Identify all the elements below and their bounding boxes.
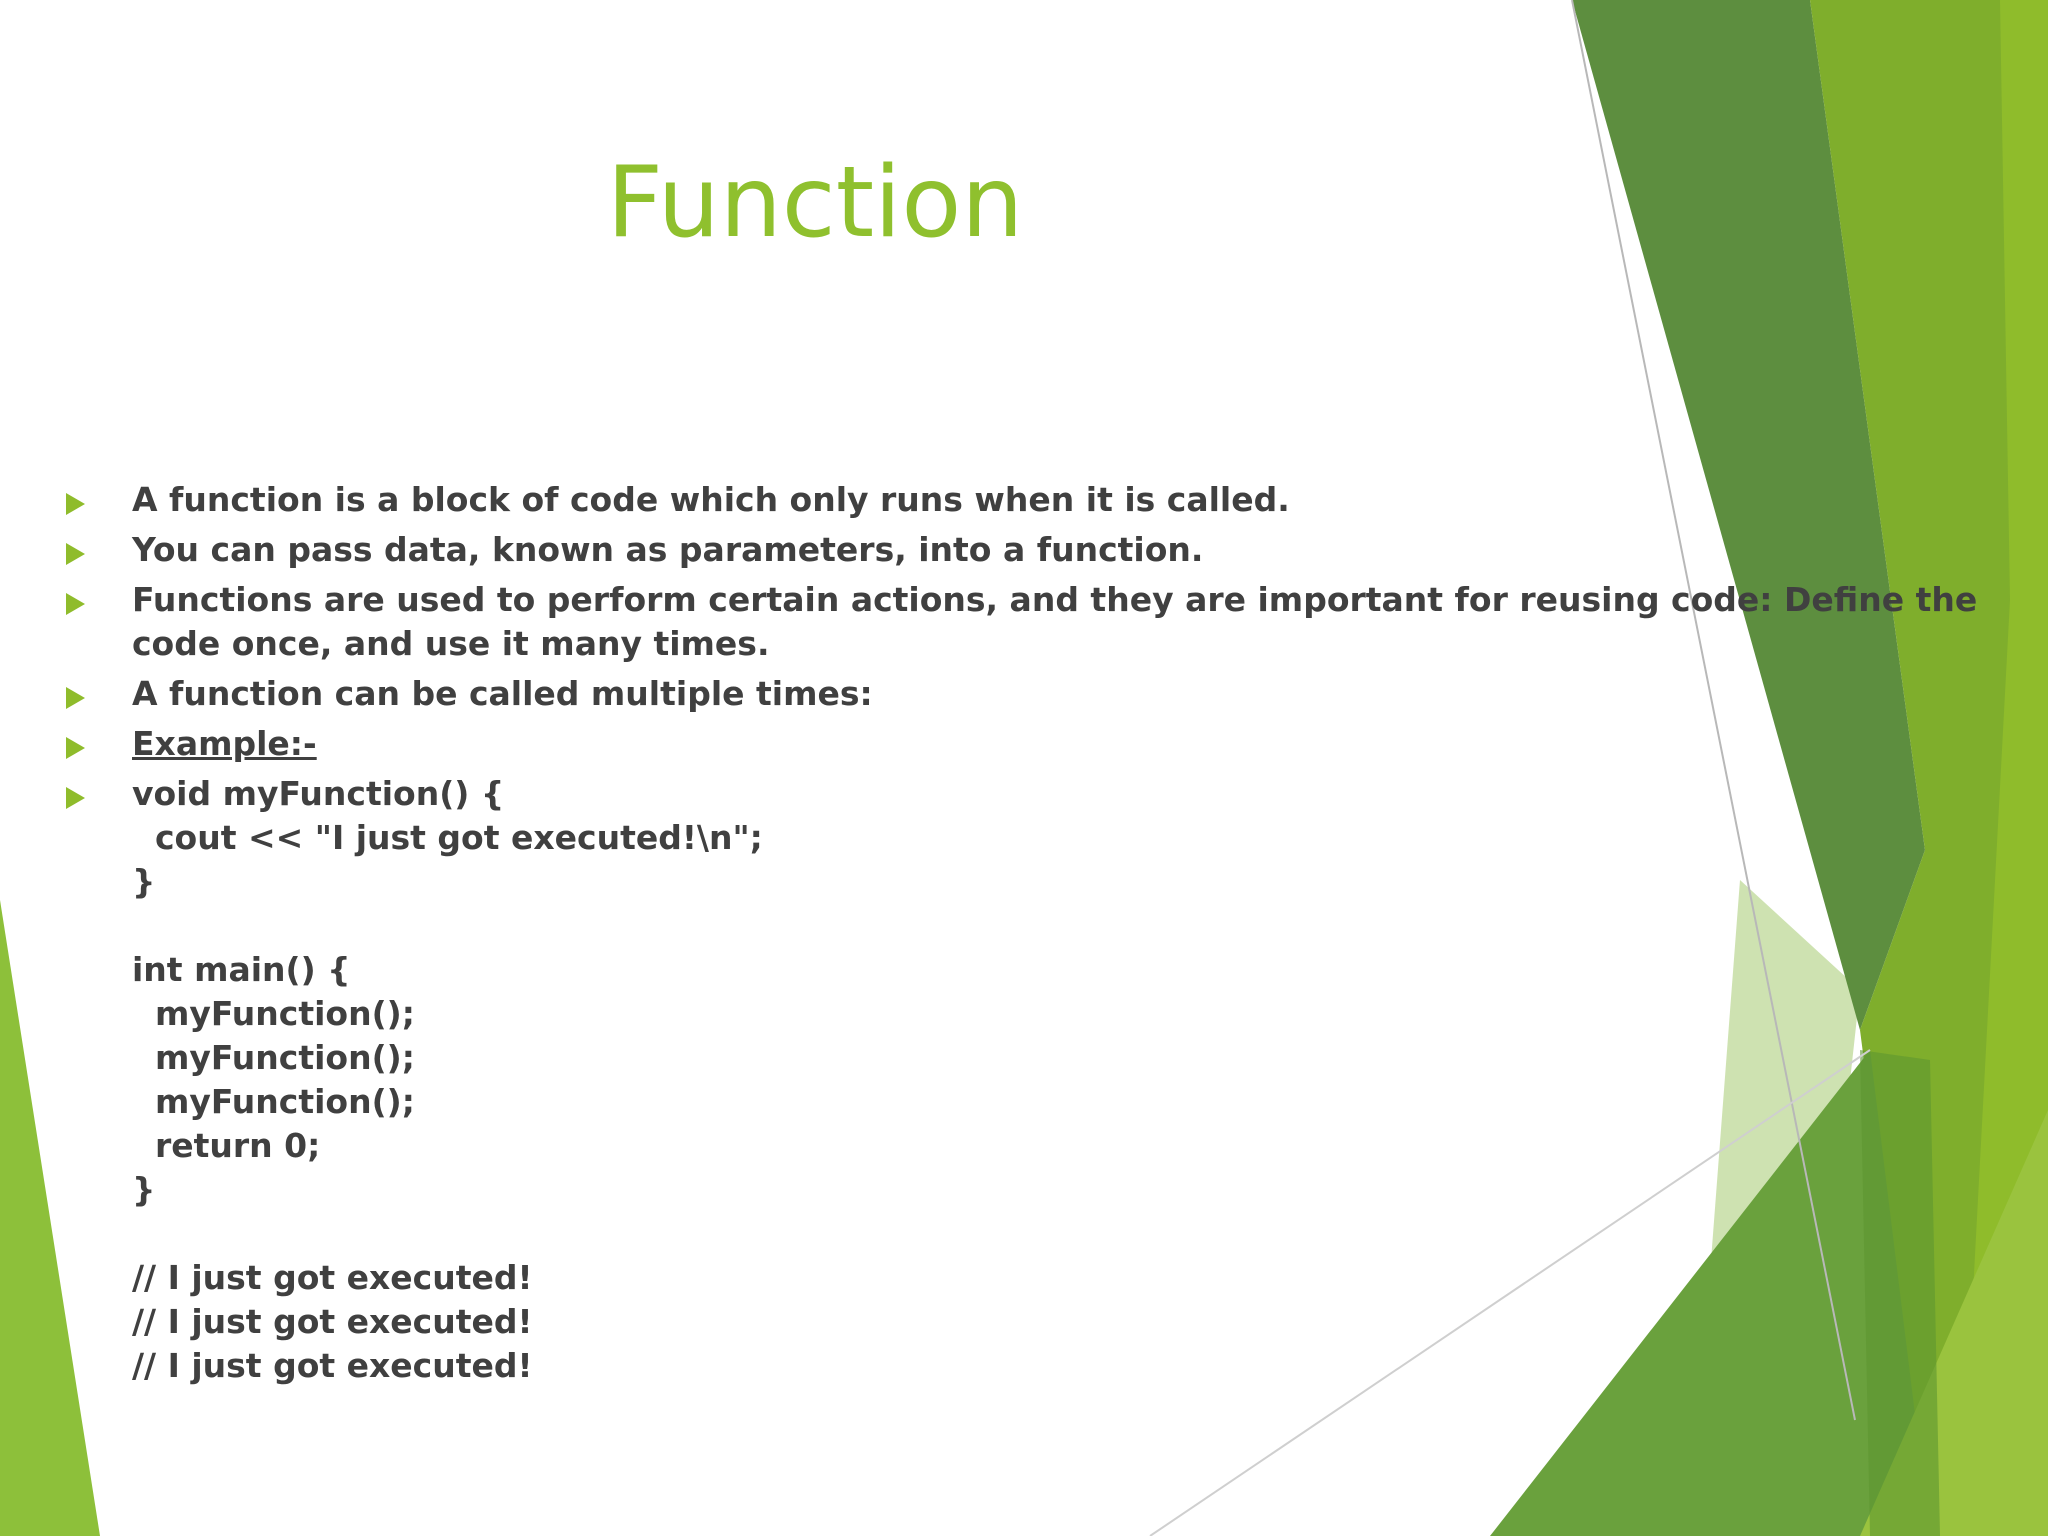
example-heading: Example:- — [132, 724, 317, 763]
bullet-item — [0, 528, 2032, 572]
slide-content — [0, 478, 2048, 1388]
bullet-item — [0, 722, 2032, 766]
bullet-arrow-icon — [66, 687, 85, 709]
bullet-arrow-icon — [66, 543, 85, 565]
bullet-item — [0, 478, 2032, 522]
bullet-item — [0, 578, 2032, 666]
slide-title: Function — [606, 146, 1024, 260]
bullet-item — [0, 672, 2032, 716]
code-example: cout << "I just got executed!\n"; } int main() { myFunction(); myFunction(); myFunction(); return 0; } // I just got executed! // I just got executed! // I just got executed! — [132, 818, 763, 1385]
bullet-text: You can pass data, known as parameters, into a function. — [132, 530, 1204, 569]
bullet-text: A function can be called multiple times: — [132, 674, 873, 713]
code-first-line: void myFunction() { — [132, 774, 505, 813]
bullet-arrow-icon — [66, 493, 85, 515]
bullet-text: A function is a block of code which only runs when it is called. — [132, 480, 1290, 519]
bullet-text: Functions are used to perform certain actions, and they are important for reusing code: Define the code once, and use it many times. — [132, 580, 1989, 663]
bullet-item — [0, 772, 2032, 816]
bullet-arrow-icon — [66, 737, 85, 759]
bullet-arrow-icon — [66, 787, 85, 809]
bullet-arrow-icon — [66, 593, 85, 615]
